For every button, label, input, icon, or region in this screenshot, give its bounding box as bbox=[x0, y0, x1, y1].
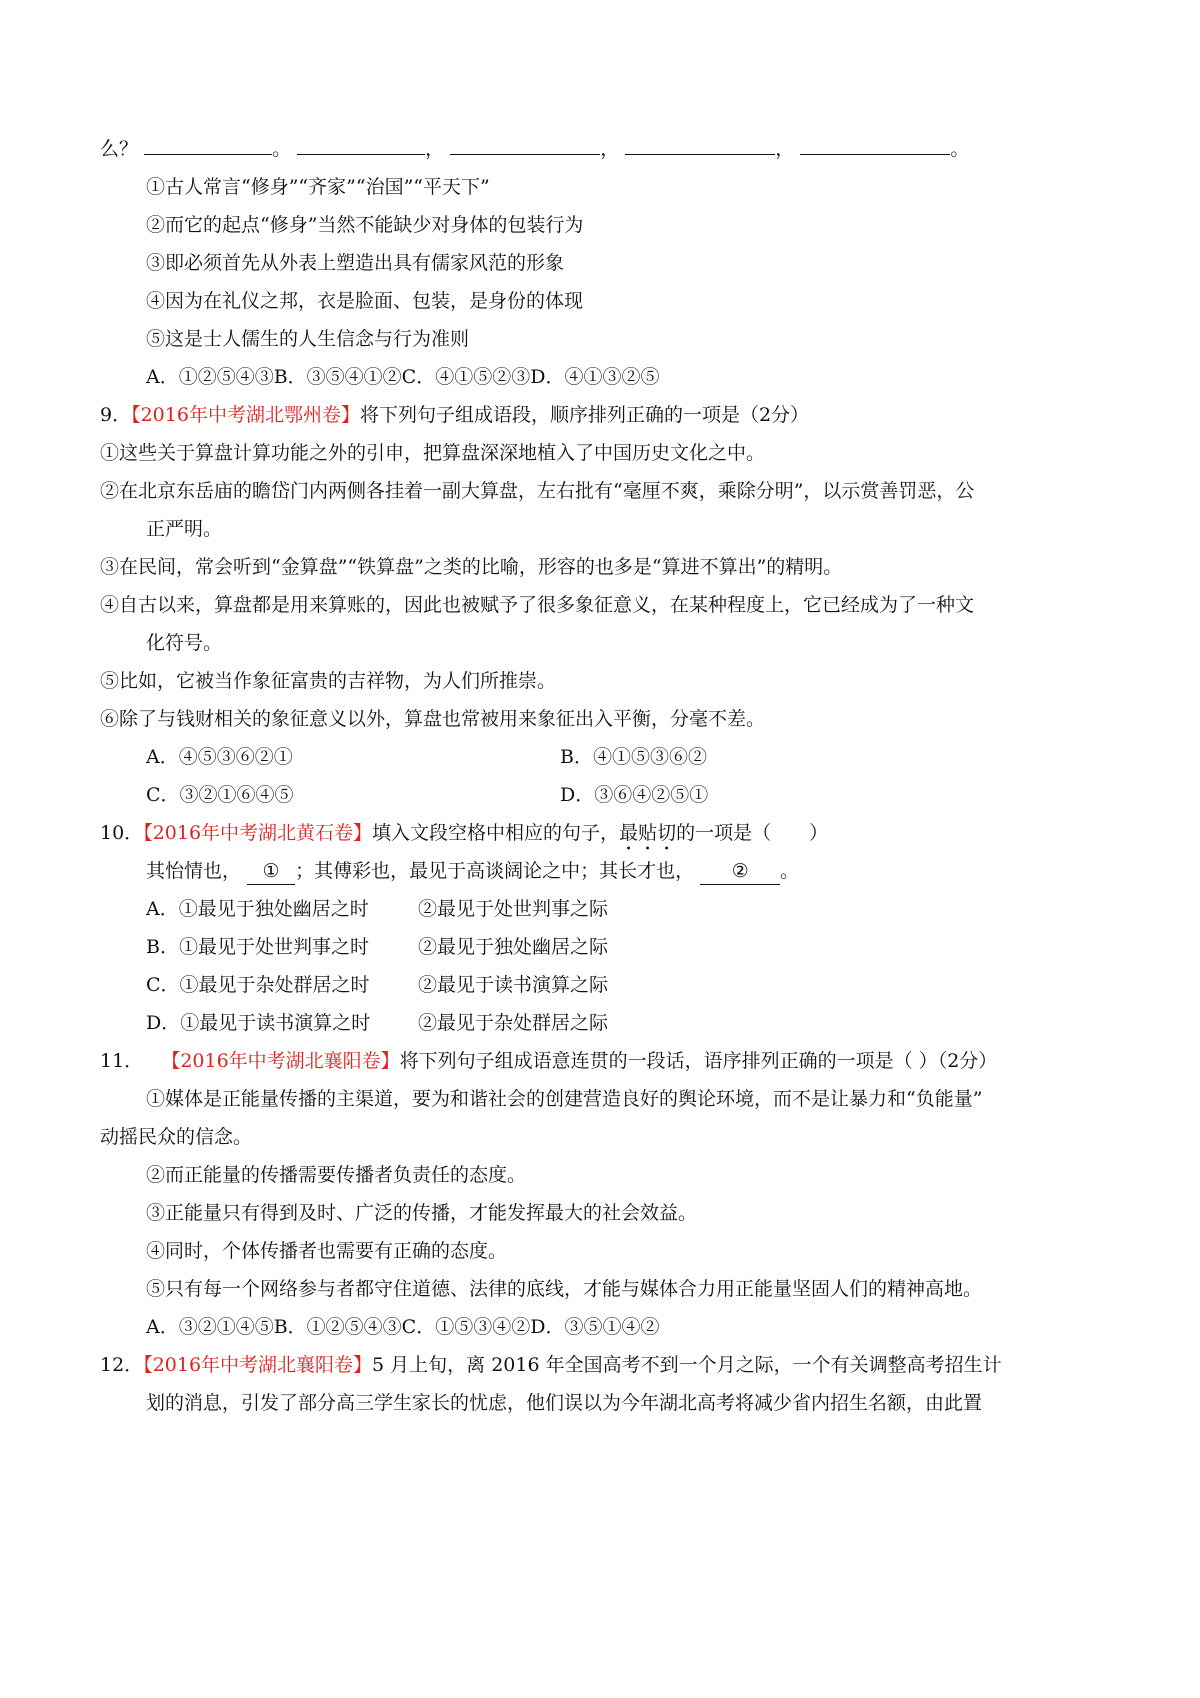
q10-option-b-left: B．①最见于处世判事之时 bbox=[146, 936, 369, 958]
q10-option-a-right: ②最见于处世判事之际 bbox=[418, 898, 609, 920]
q8-sep3: ， bbox=[600, 138, 620, 160]
q8-item-4: ④因为在礼仪之邦，衣是脸面、包装，是身份的体现 bbox=[146, 290, 584, 312]
q11-stem-text: 将下列句子组成语意连贯的一段话，语序排列正确的一项是（ ）（2分） bbox=[399, 1050, 998, 1072]
q8-lead: 么？ bbox=[100, 138, 139, 160]
q10-source: 【2016年中考湖北黄石卷】 bbox=[143, 822, 373, 844]
answer-blank-3[interactable] bbox=[450, 134, 600, 155]
q11-sentence-4: ④同时，个体传播者也需要有正确的态度。 bbox=[146, 1240, 508, 1262]
q9-sentence-4b: 化符号。 bbox=[146, 632, 223, 654]
q10-passage-c: 。 bbox=[780, 860, 800, 882]
q8-item-1: ①古人常言“修身”“齐家”“治国”“平天下” bbox=[146, 176, 490, 198]
q9-option-a: A．④⑤③⑥②① bbox=[146, 746, 293, 768]
q8-item-3: ③即必须首先从外表上塑造出具有儒家风范的形象 bbox=[146, 252, 565, 274]
q9-sentence-2b: 正严明。 bbox=[146, 518, 223, 540]
q12-number: 12． bbox=[100, 1354, 144, 1376]
q10-stem-a: 填入文段空格中相应的句子， bbox=[372, 822, 620, 844]
q9-stem-text: 将下列句子组成语段，顺序排列正确的一项是（2分） bbox=[359, 404, 810, 426]
q8-blanks-line bbox=[100, 134, 969, 162]
q9-sentence-5: ⑤比如，它被当作象征富贵的吉祥物，为人们所推崇。 bbox=[100, 670, 557, 692]
q10-option-d-right: ②最见于杂处群居之际 bbox=[418, 1012, 609, 1034]
q10-option-a-left: A．①最见于独处幽居之时 bbox=[146, 898, 369, 920]
q10-option-c-right: ②最见于读书演算之际 bbox=[418, 974, 609, 996]
q11-sentence-5: ⑤只有每一个网络参与者都守住道德、法律的底线，才能与媒体合力用正能量坚固人们的精神高地。 bbox=[146, 1278, 983, 1300]
q11-number: 11． bbox=[100, 1050, 144, 1072]
q8-options: A．①②⑤④③B．③⑤④①②C．④①⑤②③D．④①③②⑤ bbox=[146, 366, 660, 388]
q11-sentence-3: ③正能量只有得到及时、广泛的传播，才能发挥最大的社会效益。 bbox=[146, 1202, 698, 1224]
q12-text-a: 5 月上旬，离 2016 年全国高考不到一个月之际，一个有关调整高考招生计 bbox=[372, 1354, 1002, 1376]
q10-blank-1[interactable]: ① bbox=[247, 858, 295, 885]
q9-stem bbox=[100, 402, 809, 428]
q10-passage-a: 其怡情也， bbox=[146, 860, 242, 882]
q9-sentence-2a: ②在北京东岳庙的瞻岱门内两侧各挂着一副大算盘，左右批有“毫厘不爽，乘除分明”，以示赏善罚恶，公 bbox=[100, 480, 975, 502]
q9-sentence-1: ①这些关于算盘计算功能之外的引申，把算盘深深地植入了中国历史文化之中。 bbox=[100, 442, 766, 464]
q10-stem-emphasis: 最贴切 bbox=[619, 822, 677, 844]
q12-source: 【2016年中考湖北襄阳卷】 bbox=[143, 1354, 373, 1376]
q11-options: A．③②①④⑤B．①②⑤④③C．①⑤③④②D．③⑤①④② bbox=[146, 1316, 660, 1338]
q10-option-d-left: D．①最见于读书演算之时 bbox=[146, 1012, 371, 1034]
q9-sentence-3: ③在民间，常会听到“金算盘”“铁算盘”之类的比喻，形容的也多是“算进不算出”的精明。 bbox=[100, 556, 843, 578]
q9-number: 9． bbox=[100, 404, 132, 426]
q10-number: 10． bbox=[100, 822, 144, 844]
q10-stem bbox=[100, 820, 828, 855]
answer-blank-2[interactable] bbox=[297, 134, 425, 155]
answer-blank-1[interactable] bbox=[144, 134, 272, 155]
q8-sep2: ， bbox=[425, 138, 445, 160]
q10-stem-b: 的一项是（ ） bbox=[676, 822, 829, 844]
q8-sep1: 。 bbox=[272, 138, 292, 160]
q9-option-c: C．③②①⑥④⑤ bbox=[146, 784, 294, 806]
q10-option-c-left: C．①最见于杂处群居之时 bbox=[146, 974, 370, 996]
q8-end: 。 bbox=[950, 138, 970, 160]
q8-item-2: ②而它的起点“修身”当然不能缺少对身体的包装行为 bbox=[146, 214, 584, 236]
q9-sentence-6: ⑥除了与钱财相关的象征意义以外，算盘也常被用来象征出入平衡，分毫不差。 bbox=[100, 708, 766, 730]
q11-sentence-1b: 动摇民众的信念。 bbox=[100, 1126, 253, 1148]
q10-blank-2[interactable]: ② bbox=[700, 858, 780, 885]
q9-option-b: B．④①⑤③⑥② bbox=[560, 746, 707, 768]
q10-passage-b: ；其傅彩也，最见于高谈阔论之中；其长才也， bbox=[295, 860, 695, 882]
q10-option-b-right: ②最见于独处幽居之际 bbox=[418, 936, 609, 958]
q8-sep4: ， bbox=[775, 138, 795, 160]
q8-item-5: ⑤这是士人儒生的人生信念与行为准则 bbox=[146, 328, 470, 350]
answer-blank-4[interactable] bbox=[625, 134, 775, 155]
q11-sentence-1a: ①媒体是正能量传播的主渠道，要为和谐社会的创建营造良好的舆论环境，而不是让暴力和“负能量” bbox=[146, 1088, 983, 1110]
q9-source: 【2016年中考湖北鄂州卷】 bbox=[131, 404, 360, 426]
q10-passage bbox=[146, 858, 799, 885]
q9-option-d: D．③⑥④②⑤① bbox=[560, 784, 709, 806]
q11-sentence-2: ②而正能量的传播需要传播者负责任的态度。 bbox=[146, 1164, 527, 1186]
q11-source: 【2016年中考湖北襄阳卷】 bbox=[161, 1050, 400, 1072]
q12-text-b: 划的消息，引发了部分高三学生家长的忧虑，他们误以为今年湖北高考将减少省内招生名额，由此置 bbox=[146, 1392, 983, 1414]
q11-stem bbox=[100, 1048, 997, 1074]
q12-stem bbox=[100, 1352, 1002, 1378]
q9-sentence-4a: ④自古以来，算盘都是用来算账的，因此也被赋予了很多象征意义，在某种程度上，它已经成为了一种文 bbox=[100, 594, 975, 616]
answer-blank-5[interactable] bbox=[800, 134, 950, 155]
